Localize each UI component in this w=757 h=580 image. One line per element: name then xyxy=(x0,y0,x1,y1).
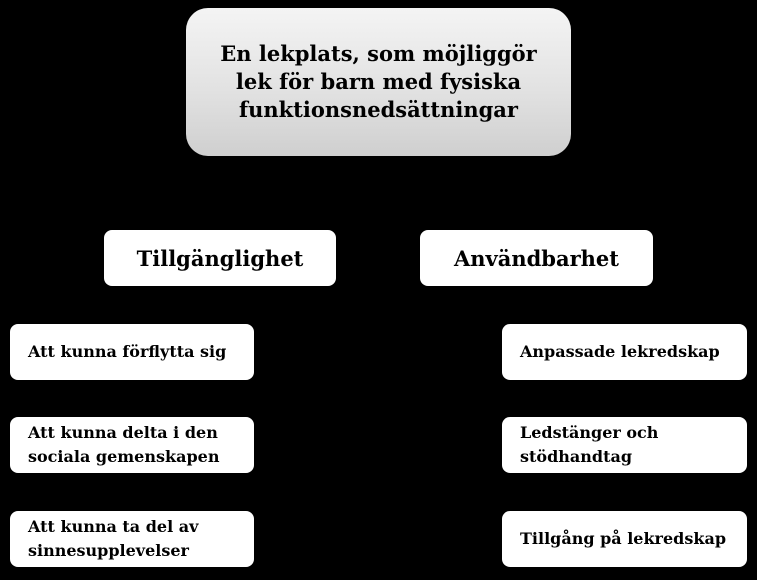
leaf-text xyxy=(28,515,198,563)
leaf-line: stödhandtag xyxy=(520,447,633,466)
leaf-line: Anpassade lekredskap xyxy=(520,342,720,361)
leaf-box xyxy=(10,511,254,567)
leaf-line: Att kunna ta del av xyxy=(28,517,199,536)
root-line: En lekplats, som möjliggör xyxy=(220,41,537,66)
leaf-line: sociala gemenskapen xyxy=(28,447,220,466)
leaf-box xyxy=(502,511,747,567)
category-label: Tillgänglighet xyxy=(136,245,304,271)
leaf-text xyxy=(28,340,226,364)
leaf-text xyxy=(520,527,726,551)
root-concept-box xyxy=(186,8,571,156)
leaf-line: Att kunna förflytta sig xyxy=(28,342,227,361)
leaf-line: Tillgång på lekredskap xyxy=(520,529,726,548)
category-box-tillganglighet xyxy=(104,230,336,286)
root-line: lek för barn med fysiska xyxy=(235,69,522,94)
leaf-text xyxy=(28,421,219,469)
leaf-box xyxy=(502,417,747,473)
root-line: funktionsnedsättningar xyxy=(239,97,518,122)
leaf-text xyxy=(520,340,720,364)
category-label: Användbarhet xyxy=(453,245,619,271)
leaf-box xyxy=(502,324,747,380)
root-concept-text xyxy=(220,40,536,124)
category-box-anvandbarhet xyxy=(420,230,653,286)
leaf-box xyxy=(10,417,254,473)
leaf-text xyxy=(520,421,658,469)
leaf-line: Att kunna delta i den xyxy=(28,423,218,442)
leaf-box xyxy=(10,324,254,380)
leaf-line: Ledstänger och xyxy=(520,423,659,442)
leaf-line: sinnesupplevelser xyxy=(28,541,189,560)
